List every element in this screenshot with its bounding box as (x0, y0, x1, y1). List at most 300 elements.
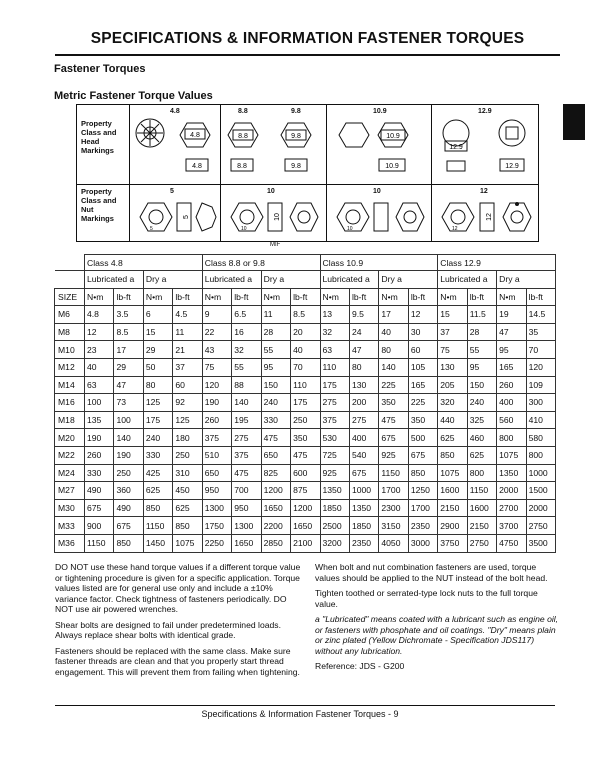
torque-value-cell: 140 (232, 394, 261, 412)
head-cell-8-8-9-8 (220, 105, 326, 184)
note-paragraph: DO NOT use these hand torque values if a different torque value or tightening procedure is given for a specific application. Torque values listed are for general use only and include a ±10% variance factor. Check tightness of fasteners periodically. DO NOT use air powered wrenches. (55, 562, 301, 614)
torque-value-cell: 4050 (379, 534, 408, 552)
torque-value-cell: 13 (320, 306, 349, 324)
torque-value-cell: 73 (114, 394, 143, 412)
head-cell-10-9 (326, 105, 431, 184)
torque-value-cell: 625 (467, 446, 496, 464)
torque-value-cell: 400 (497, 394, 526, 412)
torque-value-cell: 100 (114, 411, 143, 429)
torque-value-cell: 850 (408, 464, 437, 482)
torque-value-cell: 95 (467, 358, 496, 376)
torque-value-cell: 400 (349, 429, 378, 447)
torque-value-cell: 200 (349, 394, 378, 412)
torque-value-cell: 3150 (379, 517, 408, 535)
torque-value-cell: 675 (85, 499, 114, 517)
torque-value-cell: 260 (85, 446, 114, 464)
torque-value-cell: 275 (320, 394, 349, 412)
head-grade-label: 9.8 (291, 108, 301, 115)
torque-value-cell: 130 (438, 358, 467, 376)
bolt-head-12-9-icon (432, 105, 541, 185)
head-grade-label: 8.8 (238, 108, 248, 115)
svg-text:5: 5 (183, 215, 190, 219)
torque-value-cell: 55 (467, 341, 496, 359)
condition-header: Dry a (379, 271, 438, 289)
torque-value-cell: 195 (232, 411, 261, 429)
torque-value-cell: 1150 (379, 464, 408, 482)
torque-value-cell: 530 (320, 429, 349, 447)
torque-value-cell: 2900 (438, 517, 467, 535)
torque-value-cell: 2150 (467, 517, 496, 535)
torque-value-cell: 2150 (438, 499, 467, 517)
torque-value-cell: 675 (114, 517, 143, 535)
torque-value-cell: 110 (320, 358, 349, 376)
torque-value-cell: 110 (291, 376, 320, 394)
svg-text:10: 10 (241, 226, 247, 232)
size-cell: M14 (55, 376, 85, 394)
torque-value-cell: 165 (497, 358, 526, 376)
torque-value-cell: 450 (173, 482, 202, 500)
torque-value-cell: 1300 (202, 499, 231, 517)
torque-value-cell: 32 (232, 341, 261, 359)
torque-value-cell: 37 (173, 358, 202, 376)
torque-value-cell: 510 (202, 446, 231, 464)
torque-value-cell: 250 (173, 446, 202, 464)
torque-value-cell: 1150 (85, 534, 114, 552)
torque-value-cell: 350 (408, 411, 437, 429)
torque-value-cell: 625 (173, 499, 202, 517)
svg-text:5: 5 (150, 226, 153, 232)
torque-value-cell: 75 (438, 341, 467, 359)
head-grade-label: 4.8 (170, 108, 180, 115)
page-title: SPECIFICATIONS & INFORMATION FASTENER TORQUES (90, 30, 525, 47)
unit-header: lb-ft (408, 288, 437, 306)
nut-5-icon (130, 185, 221, 242)
torque-value-cell: 1850 (349, 517, 378, 535)
head-grade-label: 12.9 (478, 108, 492, 115)
torque-value-cell: 560 (497, 411, 526, 429)
torque-value-cell: 675 (349, 464, 378, 482)
torque-value-cell: 140 (114, 429, 143, 447)
size-cell: M20 (55, 429, 85, 447)
size-cell: M33 (55, 517, 85, 535)
nut-grade-label: 5 (170, 188, 174, 195)
size-cell: M30 (55, 499, 85, 517)
torque-value-cell: 800 (467, 464, 496, 482)
torque-value-cell: 29 (114, 358, 143, 376)
torque-value-cell: 1200 (291, 499, 320, 517)
torque-value-cell: 2350 (349, 534, 378, 552)
torque-value-cell: 17 (379, 306, 408, 324)
svg-text:10: 10 (347, 226, 353, 232)
torque-value-cell: 1750 (202, 517, 231, 535)
torque-value-cell: 2850 (261, 534, 290, 552)
head-stamp-text: 4.8 (190, 132, 200, 139)
torque-value-cell: 2000 (497, 482, 526, 500)
torque-value-cell: 125 (143, 394, 172, 412)
torque-value-cell: 2750 (526, 517, 555, 535)
torque-value-cell: 12 (85, 323, 114, 341)
torque-value-cell: 1075 (497, 446, 526, 464)
torque-value-cell: 2200 (261, 517, 290, 535)
torque-value-cell: 310 (173, 464, 202, 482)
torque-value-cell: 180 (173, 429, 202, 447)
torque-value-cell: 165 (408, 376, 437, 394)
svg-text:8.8: 8.8 (237, 163, 247, 170)
torque-value-cell: 50 (143, 358, 172, 376)
torque-value-cell: 22 (202, 323, 231, 341)
torque-value-cell: 2350 (408, 517, 437, 535)
note-paragraph: Fasteners should be replaced with the same class. Make sure fastener threads are clean and that you properly start thread engagement. This will prevent them from failing when tightening. (55, 645, 300, 677)
svg-text:10: 10 (274, 213, 281, 221)
torque-value-cell: 11 (261, 306, 290, 324)
torque-value-cell: 32 (320, 323, 349, 341)
nut-markings-label: Property Class and Nut Markings (81, 187, 117, 223)
torque-value-cell: 37 (438, 323, 467, 341)
bolt-head-10-9-icon (327, 105, 432, 185)
torque-value-cell: 95 (497, 341, 526, 359)
torque-value-cell: 490 (85, 482, 114, 500)
unit-header: N•m (320, 288, 349, 306)
notes-left (55, 562, 303, 682)
torque-value-cell: 120 (202, 376, 231, 394)
torque-value-cell: 675 (408, 446, 437, 464)
torque-value-cell: 850 (114, 534, 143, 552)
class-header-row (55, 255, 556, 271)
torque-value-cell: 19 (497, 306, 526, 324)
figure-caption: MIF (270, 242, 281, 248)
torque-value-cell: 1650 (291, 517, 320, 535)
unit-header: lb-ft (173, 288, 202, 306)
torque-value-cell: 275 (232, 429, 261, 447)
torque-value-cell: 825 (261, 464, 290, 482)
torque-value-cell: 1350 (497, 464, 526, 482)
unit-header: N•m (202, 288, 231, 306)
torque-value-cell: 3000 (408, 534, 437, 552)
nut-10-icon (221, 185, 327, 242)
nut-cell-12 (431, 185, 540, 242)
nut-grade-label: 10 (373, 188, 381, 195)
class-header: Class 4.8 (85, 255, 203, 271)
torque-value-cell: 900 (85, 517, 114, 535)
class-header: Class 8.8 or 9.8 (202, 255, 320, 271)
torque-value-cell: 8.5 (291, 306, 320, 324)
torque-value-cell: 3700 (497, 517, 526, 535)
torque-value-cell: 650 (202, 464, 231, 482)
nut-grade-label: 10 (267, 188, 275, 195)
torque-value-cell: 475 (261, 429, 290, 447)
torque-value-cell: 2700 (497, 499, 526, 517)
torque-value-cell: 175 (320, 376, 349, 394)
table-row (55, 376, 556, 394)
torque-value-cell: 55 (261, 341, 290, 359)
head-cell-12-9 (431, 105, 540, 184)
torque-value-cell: 175 (143, 411, 172, 429)
nut-cell-5 (129, 185, 220, 242)
torque-value-cell: 4.5 (173, 306, 202, 324)
unit-header: N•m (497, 288, 526, 306)
table-row (55, 482, 556, 500)
torque-value-cell: 3750 (438, 534, 467, 552)
torque-value-cell: 1650 (232, 534, 261, 552)
notes-right (315, 562, 560, 677)
torque-value-cell: 1000 (526, 464, 555, 482)
torque-value-cell: 43 (202, 341, 231, 359)
torque-value-cell: 4.8 (85, 306, 114, 324)
size-cell: M36 (55, 534, 85, 552)
torque-value-cell: 500 (408, 429, 437, 447)
unit-header: N•m (261, 288, 290, 306)
torque-value-cell: 190 (202, 394, 231, 412)
torque-value-cell: 70 (291, 358, 320, 376)
nut-grade-label: 12 (480, 188, 488, 195)
nut-10-b-icon (327, 185, 432, 242)
torque-value-cell: 14.5 (526, 306, 555, 324)
bolt-head-4-8-icon (130, 105, 221, 185)
svg-text:12.9: 12.9 (505, 163, 519, 170)
torque-value-cell: 60 (408, 341, 437, 359)
torque-value-cell: 350 (291, 429, 320, 447)
torque-value-cell: 875 (291, 482, 320, 500)
head-grade-label: 10.9 (373, 108, 387, 115)
table-row (55, 446, 556, 464)
note-paragraph: Shear bolts are designed to fail under predetermined loads. Always replace shear bolts with identical grade. (55, 619, 281, 640)
size-cell: M10 (55, 341, 85, 359)
unit-header: N•m (438, 288, 467, 306)
torque-value-cell: 11.5 (467, 306, 496, 324)
size-cell: M8 (55, 323, 85, 341)
unit-header: lb-ft (349, 288, 378, 306)
table-row (55, 429, 556, 447)
torque-value-cell: 1150 (467, 482, 496, 500)
torque-value-cell: 35 (526, 323, 555, 341)
torque-value-cell: 1300 (232, 517, 261, 535)
torque-value-cell: 125 (173, 411, 202, 429)
size-cell: M6 (55, 306, 85, 324)
torque-value-cell: 950 (202, 482, 231, 500)
torque-value-cell: 260 (497, 376, 526, 394)
table-row (55, 464, 556, 482)
unit-row (55, 288, 556, 306)
torque-value-cell: 275 (349, 411, 378, 429)
note-reference: Reference: JDS - G200 (315, 661, 405, 671)
svg-text:12: 12 (452, 226, 458, 232)
torque-value-cell: 330 (261, 411, 290, 429)
torque-value-cell: 350 (379, 394, 408, 412)
blank-cell (55, 255, 85, 271)
torque-value-cell: 23 (85, 341, 114, 359)
torque-value-cell: 540 (349, 446, 378, 464)
torque-value-cell: 55 (232, 358, 261, 376)
torque-value-cell: 800 (497, 429, 526, 447)
unit-header: N•m (85, 288, 114, 306)
torque-value-cell: 15 (143, 323, 172, 341)
torque-value-cell: 225 (408, 394, 437, 412)
torque-value-cell: 120 (526, 358, 555, 376)
torque-value-cell: 675 (379, 429, 408, 447)
torque-value-cell: 6 (143, 306, 172, 324)
torque-value-cell: 47 (497, 323, 526, 341)
torque-value-cell: 600 (291, 464, 320, 482)
torque-value-cell: 2250 (202, 534, 231, 552)
torque-value-cell: 11 (173, 323, 202, 341)
torque-value-cell: 3500 (526, 534, 555, 552)
torque-value-cell: 2000 (526, 499, 555, 517)
torque-value-cell: 925 (379, 446, 408, 464)
torque-value-cell: 425 (143, 464, 172, 482)
torque-value-cell: 1075 (173, 534, 202, 552)
torque-value-cell: 625 (438, 429, 467, 447)
torque-value-cell: 190 (114, 446, 143, 464)
torque-value-cell: 28 (261, 323, 290, 341)
condition-header: Dry a (497, 271, 556, 289)
torque-value-cell: 47 (114, 376, 143, 394)
condition-header: Dry a (143, 271, 202, 289)
bolt-head-8-8-9-8-icon (221, 105, 327, 185)
torque-value-cell: 40 (85, 358, 114, 376)
torque-value-cell: 30 (408, 323, 437, 341)
torque-value-cell: 475 (232, 464, 261, 482)
torque-value-cell: 105 (408, 358, 437, 376)
head-markings-label: Property Class and Head Markings (81, 119, 117, 155)
torque-value-cell: 80 (379, 341, 408, 359)
svg-text:10.9: 10.9 (386, 133, 400, 140)
torque-value-cell: 2100 (291, 534, 320, 552)
head-markings-row (77, 105, 538, 185)
torque-value-cell: 1650 (261, 499, 290, 517)
torque-value-cell: 21 (173, 341, 202, 359)
table-row (55, 499, 556, 517)
page-footer: Specifications & Information Fastener Torques - 9 (201, 709, 399, 719)
unit-header: N•m (143, 288, 172, 306)
table-row (55, 534, 556, 552)
torque-value-cell: 320 (438, 394, 467, 412)
torque-value-cell: 80 (143, 376, 172, 394)
head-stamp-text: 4.8 (192, 163, 202, 170)
torque-value-cell: 8.5 (114, 323, 143, 341)
svg-text:12.9: 12.9 (449, 144, 463, 151)
class-header: Class 12.9 (438, 255, 556, 271)
torque-value-cell: 1450 (143, 534, 172, 552)
torque-value-cell: 330 (143, 446, 172, 464)
markings-table (76, 104, 539, 242)
condition-header: Dry a (261, 271, 320, 289)
torque-value-cell: 950 (232, 499, 261, 517)
note-paragraph: When bolt and nut combination fasteners are used, torque values should be applied to the NUT instead of the bolt head. (315, 562, 548, 583)
svg-text:10.9: 10.9 (385, 163, 399, 170)
unit-header: lb-ft (232, 288, 261, 306)
torque-value-cell: 140 (379, 358, 408, 376)
torque-value-cell: 190 (85, 429, 114, 447)
size-cell: M27 (55, 482, 85, 500)
torque-value-cell: 17 (114, 341, 143, 359)
table-row (55, 394, 556, 412)
torque-value-cell: 300 (526, 394, 555, 412)
torque-value-cell: 375 (202, 429, 231, 447)
torque-value-cell: 95 (261, 358, 290, 376)
torque-value-cell: 205 (438, 376, 467, 394)
svg-text:8.8: 8.8 (238, 133, 248, 140)
torque-value-cell: 9.5 (349, 306, 378, 324)
torque-value-cell: 1150 (143, 517, 172, 535)
note-paragraph: Tighten toothed or serrated-type lock nuts to the full torque value. (315, 588, 538, 609)
torque-value-cell: 20 (291, 323, 320, 341)
torque-value-cell: 1250 (408, 482, 437, 500)
torque-value-cell: 260 (202, 411, 231, 429)
unit-header: N•m (379, 288, 408, 306)
torque-value-cell: 850 (438, 446, 467, 464)
torque-value-cell: 375 (232, 446, 261, 464)
svg-text:12: 12 (486, 213, 493, 221)
unit-header: lb-ft (114, 288, 143, 306)
svg-text:9.8: 9.8 (291, 163, 301, 170)
note-footnote: a "Lubricated" means coated with a lubricant such as engine oil, or fasteners with phosphate and oil coatings. "Dry" means plain or zinc plated (Yellow Dichromate - Specification JDS117) without any lubrication. (315, 614, 559, 656)
torque-value-cell: 375 (320, 411, 349, 429)
nut-cell-10-b (326, 185, 431, 242)
unit-header: lb-ft (291, 288, 320, 306)
torque-value-cell: 410 (526, 411, 555, 429)
condition-header: Lubricated a (202, 271, 261, 289)
torque-value-cell: 40 (291, 341, 320, 359)
torque-value-cell: 70 (526, 341, 555, 359)
torque-value-cell: 63 (85, 376, 114, 394)
size-cell: M12 (55, 358, 85, 376)
table-row (55, 323, 556, 341)
table-row (55, 358, 556, 376)
torque-value-cell: 1850 (320, 499, 349, 517)
torque-value-cell: 240 (143, 429, 172, 447)
head-cell-4-8 (129, 105, 220, 184)
section-title: Fastener Torques (54, 63, 146, 75)
torque-value-cell: 9 (202, 306, 231, 324)
torque-value-cell: 460 (467, 429, 496, 447)
torque-value-cell: 1200 (261, 482, 290, 500)
torque-value-cell: 1600 (467, 499, 496, 517)
torque-value-cell: 625 (143, 482, 172, 500)
torque-value-cell: 2300 (379, 499, 408, 517)
nut-markings-row (77, 185, 538, 242)
torque-value-cell: 490 (114, 499, 143, 517)
torque-value-cell: 24 (349, 323, 378, 341)
torque-value-cell: 63 (320, 341, 349, 359)
torque-value-cell: 15 (438, 306, 467, 324)
torque-value-cell: 360 (114, 482, 143, 500)
torque-value-cell: 175 (291, 394, 320, 412)
torque-value-cell: 925 (320, 464, 349, 482)
torque-value-cell: 60 (173, 376, 202, 394)
size-cell: M22 (55, 446, 85, 464)
torque-value-cell: 1700 (408, 499, 437, 517)
table-row (55, 517, 556, 535)
torque-value-cell: 475 (291, 446, 320, 464)
torque-value-cell: 725 (320, 446, 349, 464)
class-header: Class 10.9 (320, 255, 438, 271)
size-cell: M24 (55, 464, 85, 482)
torque-value-cell: 88 (232, 376, 261, 394)
torque-value-cell: 150 (261, 376, 290, 394)
sub-title: Metric Fastener Torque Values (54, 90, 213, 102)
unit-header: lb-ft (467, 288, 496, 306)
torque-value-cell: 250 (114, 464, 143, 482)
torque-value-cell: 1350 (320, 482, 349, 500)
torque-value-cell: 2750 (467, 534, 496, 552)
torque-value-cell: 80 (349, 358, 378, 376)
condition-header: Lubricated a (320, 271, 379, 289)
torque-value-cell: 580 (526, 429, 555, 447)
torque-value-cell: 92 (173, 394, 202, 412)
torque-value-cell: 475 (379, 411, 408, 429)
torque-value-cell: 1700 (379, 482, 408, 500)
torque-value-cell: 240 (467, 394, 496, 412)
